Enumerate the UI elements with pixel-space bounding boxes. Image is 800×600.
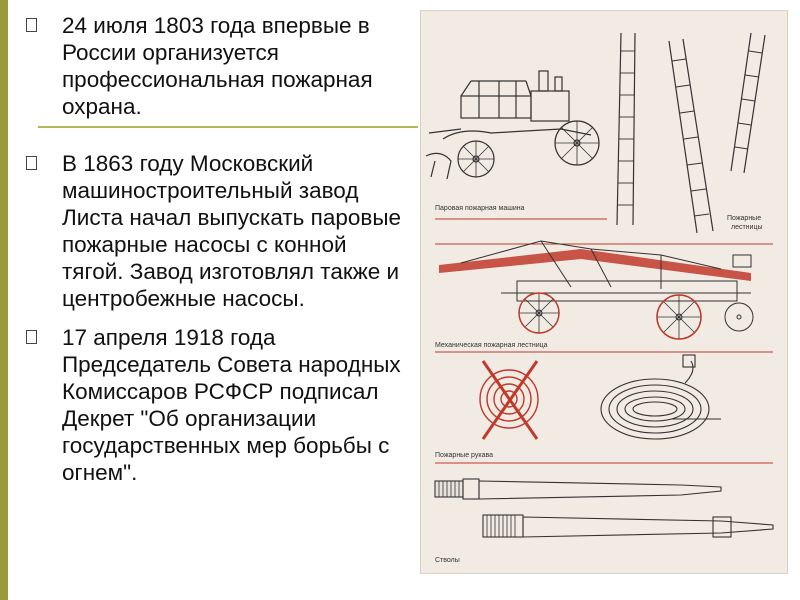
steam-fire-engine-drawing bbox=[426, 71, 599, 179]
fire-nozzles-drawing bbox=[435, 479, 773, 537]
caption-hoses: Пожарные рукава bbox=[435, 452, 494, 459]
bullet-marker-icon bbox=[26, 330, 37, 344]
left-accent-bar bbox=[0, 0, 8, 600]
bullet-list bbox=[26, 12, 406, 486]
firefighting-equipment-illustration bbox=[420, 10, 788, 574]
bullet-text: 24 июля 1803 года впервые в России организуется профессиональная пожарная охрана. bbox=[62, 13, 373, 119]
caption-nozzles: Стволы bbox=[435, 557, 460, 564]
bullet-marker-icon bbox=[26, 18, 37, 32]
bullet-item-1918 bbox=[26, 324, 406, 486]
caption-ladders-line1: Пожарные bbox=[727, 215, 762, 222]
caption-mechanical-ladder: Механическая пожарная лестница bbox=[435, 342, 548, 349]
bullet-text: В 1863 году Московский машиностроительный завод Листа начал выпускать паровые пожарные насосы с конной тягой. Завод изготовлял также и центробежные насосы. bbox=[62, 151, 402, 311]
bullet-marker-icon bbox=[26, 156, 37, 170]
mechanical-fire-ladder-drawing bbox=[439, 241, 753, 339]
bullet-text: 17 апреля 1918 года Председатель Совета народных Комиссаров РСФСР подписал Декрет "Об организации государственных мер борьбы с огнем". bbox=[62, 325, 401, 485]
ladders-drawing bbox=[617, 33, 765, 233]
bullet-item-1803 bbox=[26, 12, 406, 120]
equipment-drawing bbox=[421, 11, 787, 573]
caption-ladders-line2: лестницы bbox=[731, 224, 763, 231]
caption-steam-engine: Паровая пожарная машина bbox=[435, 205, 525, 212]
fire-hose-coil-drawing bbox=[480, 355, 721, 439]
bullet-item-1863 bbox=[26, 150, 406, 312]
